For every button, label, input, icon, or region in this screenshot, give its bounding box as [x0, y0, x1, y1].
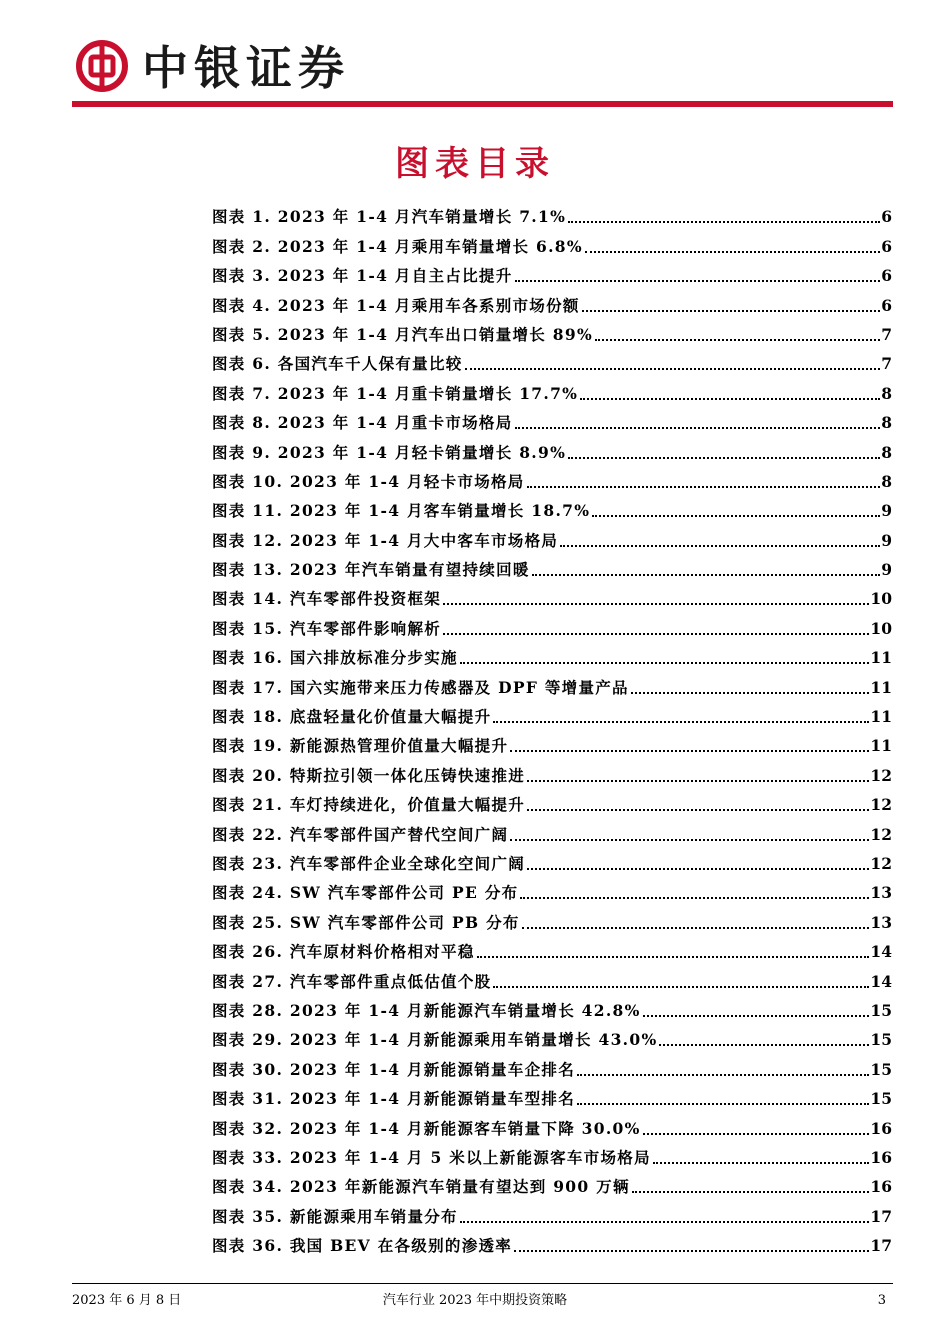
- footer-divider: [72, 1283, 893, 1284]
- toc-entry[interactable]: [212, 727, 892, 756]
- toc-entry[interactable]: [212, 756, 892, 785]
- toc-entry-label: 图表 19. 新能源热管理价值量大幅提升: [212, 736, 509, 756]
- toc-entry-page: 16: [870, 1147, 892, 1167]
- toc-entry-page: 17: [870, 1236, 892, 1256]
- toc-dot-leader: [527, 780, 869, 782]
- toc-entry-label: 图表 9. 2023 年 1-4 月轻卡销量增长 8.9%: [212, 442, 567, 462]
- toc-entry[interactable]: [212, 492, 892, 521]
- toc-entry-page: 9: [881, 560, 892, 580]
- toc-entry[interactable]: [212, 1197, 892, 1226]
- toc-entry-page: 6: [881, 207, 892, 227]
- toc-entry-label: 图表 17. 国六实施带来压力传感器及 DPF 等增量产品: [212, 677, 629, 697]
- toc-entry[interactable]: [212, 227, 892, 256]
- toc-entry[interactable]: [212, 551, 892, 580]
- toc-dot-leader: [532, 574, 881, 576]
- toc-entry[interactable]: [212, 1080, 892, 1109]
- toc-entry-page: 12: [870, 795, 892, 815]
- footer-title: 汽车行业 2023 年中期投资策略: [382, 1293, 568, 1308]
- toc-dot-leader: [527, 486, 881, 488]
- toc-entry[interactable]: [212, 874, 892, 903]
- toc-entry-page: 12: [870, 824, 892, 844]
- toc-entry-label: 图表 8. 2023 年 1-4 月重卡市场格局: [212, 413, 513, 433]
- toc-entry[interactable]: [212, 698, 892, 727]
- toc-entry-page: 11: [870, 736, 892, 756]
- toc-dot-leader: [631, 692, 870, 694]
- toc-entry-page: 11: [870, 648, 892, 668]
- toc-dot-leader: [577, 1074, 869, 1076]
- toc-entry[interactable]: [212, 286, 892, 315]
- toc-entry-label: 图表 29. 2023 年 1-4 月新能源乘用车销量增长 43.0%: [212, 1030, 658, 1050]
- toc-dot-leader: [510, 839, 869, 841]
- toc-entry-page: 11: [870, 707, 892, 727]
- toc-entry[interactable]: [212, 433, 892, 462]
- toc-dot-leader: [580, 398, 880, 400]
- toc-entry-page: 17: [870, 1206, 892, 1226]
- toc-entry[interactable]: [212, 521, 892, 550]
- toc-entry[interactable]: [212, 198, 892, 227]
- toc-entry[interactable]: [212, 257, 892, 286]
- toc-entry-page: 16: [870, 1177, 892, 1197]
- toc-entry-label: 图表 30. 2023 年 1-4 月新能源销量车企排名: [212, 1059, 575, 1079]
- toc-entry-label: 图表 18. 底盘轻量化价值量大幅提升: [212, 707, 492, 727]
- page-header: [0, 0, 950, 112]
- toc-entry[interactable]: [212, 1227, 892, 1256]
- toc-entry-page: 13: [870, 912, 892, 932]
- toc-dot-leader: [643, 1133, 870, 1135]
- toc-entry[interactable]: [212, 1139, 892, 1168]
- toc-entry-label: 图表 15. 汽车零部件影响解析: [212, 618, 442, 638]
- toc-dot-leader: [527, 868, 869, 870]
- footer-page-number: 3: [877, 1293, 886, 1308]
- toc-dot-leader: [443, 633, 869, 635]
- boc-coin-logo-icon: [76, 40, 128, 92]
- toc-entry-label: 图表 27. 汽车零部件重点低估值个股: [212, 971, 492, 991]
- toc-entry[interactable]: [212, 374, 892, 403]
- toc-entry-page: 14: [870, 971, 892, 991]
- toc-entry-page: 6: [881, 295, 892, 315]
- toc-entry-label: 图表 14. 汽车零部件投资框架: [212, 589, 442, 609]
- toc-entry-page: 9: [881, 530, 892, 550]
- toc-entry-page: 8: [881, 442, 892, 462]
- toc-entry-page: 12: [870, 853, 892, 873]
- toc-entry[interactable]: [212, 845, 892, 874]
- toc-dot-leader: [527, 809, 869, 811]
- toc-entry-page: 9: [881, 501, 892, 521]
- toc-entry[interactable]: [212, 668, 892, 697]
- toc-entry-page: 8: [881, 471, 892, 491]
- toc-dot-leader: [595, 339, 880, 341]
- toc-dot-leader: [643, 1015, 870, 1017]
- toc-entry-page: 10: [870, 589, 892, 609]
- toc-dot-leader: [653, 1162, 870, 1164]
- toc-dot-leader: [460, 1221, 870, 1223]
- toc-entry[interactable]: [212, 786, 892, 815]
- toc-entry-page: 15: [870, 1000, 892, 1020]
- toc-entry-page: 13: [870, 883, 892, 903]
- toc-dot-leader: [560, 545, 880, 547]
- toc-entry-label: 图表 33. 2023 年 1-4 月 5 米以上新能源客车市场格局: [212, 1147, 651, 1167]
- toc-entry-label: 图表 11. 2023 年 1-4 月客车销量增长 18.7%: [212, 501, 591, 521]
- toc-entry-label: 图表 34. 2023 年新能源汽车销量有望达到 900 万辆: [212, 1177, 630, 1197]
- toc-entry-label: 图表 28. 2023 年 1-4 月新能源汽车销量增长 42.8%: [212, 1000, 641, 1020]
- toc-entry-page: 7: [881, 324, 892, 344]
- toc-entry-page: 6: [881, 266, 892, 286]
- header-divider: [72, 101, 893, 107]
- toc-entry-page: 7: [881, 354, 892, 374]
- toc-entry-label: 图表 31. 2023 年 1-4 月新能源销量车型排名: [212, 1089, 575, 1109]
- toc-entry-label: 图表 6. 各国汽车千人保有量比较: [212, 354, 463, 374]
- toc-entry-label: 图表 3. 2023 年 1-4 月自主占比提升: [212, 266, 513, 286]
- toc-dot-leader: [460, 662, 870, 664]
- toc-entry-page: 10: [870, 618, 892, 638]
- toc-entry-page: 6: [881, 236, 892, 256]
- toc-entry[interactable]: [212, 1109, 892, 1138]
- toc-dot-leader: [477, 956, 870, 958]
- toc-entry[interactable]: [212, 639, 892, 668]
- toc-entry[interactable]: [212, 962, 892, 991]
- toc-title: 图表目录: [395, 144, 555, 184]
- toc-entry-label: 图表 26. 汽车原材料价格相对平稳: [212, 942, 475, 962]
- toc-entry-label: 图表 7. 2023 年 1-4 月重卡销量增长 17.7%: [212, 383, 579, 403]
- toc-entry-label: 图表 12. 2023 年 1-4 月大中客车市场格局: [212, 530, 559, 550]
- toc-entry-page: 15: [870, 1089, 892, 1109]
- toc-entry-label: 图表 4. 2023 年 1-4 月乘用车各系别市场份额: [212, 295, 580, 315]
- toc-entry[interactable]: [212, 1021, 892, 1050]
- toc-entry-page: 12: [870, 765, 892, 785]
- toc-entry-label: 图表 36. 我国 BEV 在各级别的渗透率: [212, 1236, 513, 1256]
- toc-entry[interactable]: [212, 404, 892, 433]
- toc-dot-leader: [443, 603, 869, 605]
- toc-entry[interactable]: [212, 933, 892, 962]
- toc-entry-page: 11: [870, 677, 892, 697]
- toc-entry-label: 图表 20. 特斯拉引领一体化压铸快速推进: [212, 765, 526, 785]
- toc-entry-label: 图表 2. 2023 年 1-4 月乘用车销量增长 6.8%: [212, 236, 583, 256]
- toc-entry-label: 图表 22. 汽车零部件国产替代空间广阔: [212, 824, 509, 844]
- toc-entry[interactable]: [212, 345, 892, 374]
- table-of-figures: [212, 198, 892, 1256]
- toc-entry[interactable]: [212, 580, 892, 609]
- toc-entry[interactable]: [212, 992, 892, 1021]
- toc-entry-label: 图表 13. 2023 年汽车销量有望持续回暖: [212, 560, 530, 580]
- toc-dot-leader: [592, 515, 880, 517]
- toc-dot-leader: [515, 280, 881, 282]
- toc-dot-leader: [568, 457, 880, 459]
- toc-entry[interactable]: [212, 463, 892, 492]
- toc-entry-label: 图表 24. SW 汽车零部件公司 PE 分布: [212, 883, 519, 903]
- toc-dot-leader: [582, 310, 880, 312]
- toc-entry-label: 图表 25. SW 汽车零部件公司 PB 分布: [212, 912, 520, 932]
- toc-entry[interactable]: [212, 815, 892, 844]
- toc-dot-leader: [659, 1044, 869, 1046]
- toc-dot-leader: [577, 1103, 869, 1105]
- toc-entry[interactable]: [212, 316, 892, 345]
- toc-entry-label: 图表 35. 新能源乘用车销量分布: [212, 1206, 458, 1226]
- toc-dot-leader: [493, 721, 869, 723]
- toc-dot-leader: [632, 1191, 870, 1193]
- toc-entry-label: 图表 16. 国六排放标准分步实施: [212, 648, 458, 668]
- toc-entry[interactable]: [212, 1050, 892, 1079]
- toc-entry-label: 图表 1. 2023 年 1-4 月汽车销量增长 7.1%: [212, 207, 567, 227]
- toc-entry-page: 16: [870, 1118, 892, 1138]
- toc-entry-label: 图表 32. 2023 年 1-4 月新能源客车销量下降 30.0%: [212, 1118, 641, 1138]
- toc-entry-label: 图表 5. 2023 年 1-4 月汽车出口销量增长 89%: [212, 324, 593, 344]
- toc-dot-leader: [585, 251, 880, 253]
- toc-entry-label: 图表 21. 车灯持续进化，价值量大幅提升: [212, 795, 526, 815]
- footer-date: 2023 年 6 月 8 日: [72, 1293, 182, 1308]
- toc-entry-page: 15: [870, 1059, 892, 1079]
- toc-entry-label: 图表 10. 2023 年 1-4 月轻卡市场格局: [212, 471, 525, 491]
- toc-dot-leader: [493, 986, 869, 988]
- toc-entry-page: 14: [870, 942, 892, 962]
- toc-dot-leader: [465, 368, 881, 370]
- toc-dot-leader: [568, 221, 880, 223]
- toc-entry[interactable]: [212, 609, 892, 638]
- brand-name: 中银证券: [142, 41, 350, 95]
- toc-entry[interactable]: [212, 903, 892, 932]
- toc-dot-leader: [514, 1250, 869, 1252]
- toc-dot-leader: [515, 427, 881, 429]
- toc-dot-leader: [510, 750, 869, 752]
- toc-entry-label: 图表 23. 汽车零部件企业全球化空间广阔: [212, 853, 526, 873]
- toc-dot-leader: [522, 927, 870, 929]
- toc-entry-page: 8: [881, 383, 892, 403]
- toc-dot-leader: [520, 897, 869, 899]
- toc-entry-page: 8: [881, 413, 892, 433]
- toc-entry-page: 15: [870, 1030, 892, 1050]
- toc-entry[interactable]: [212, 1168, 892, 1197]
